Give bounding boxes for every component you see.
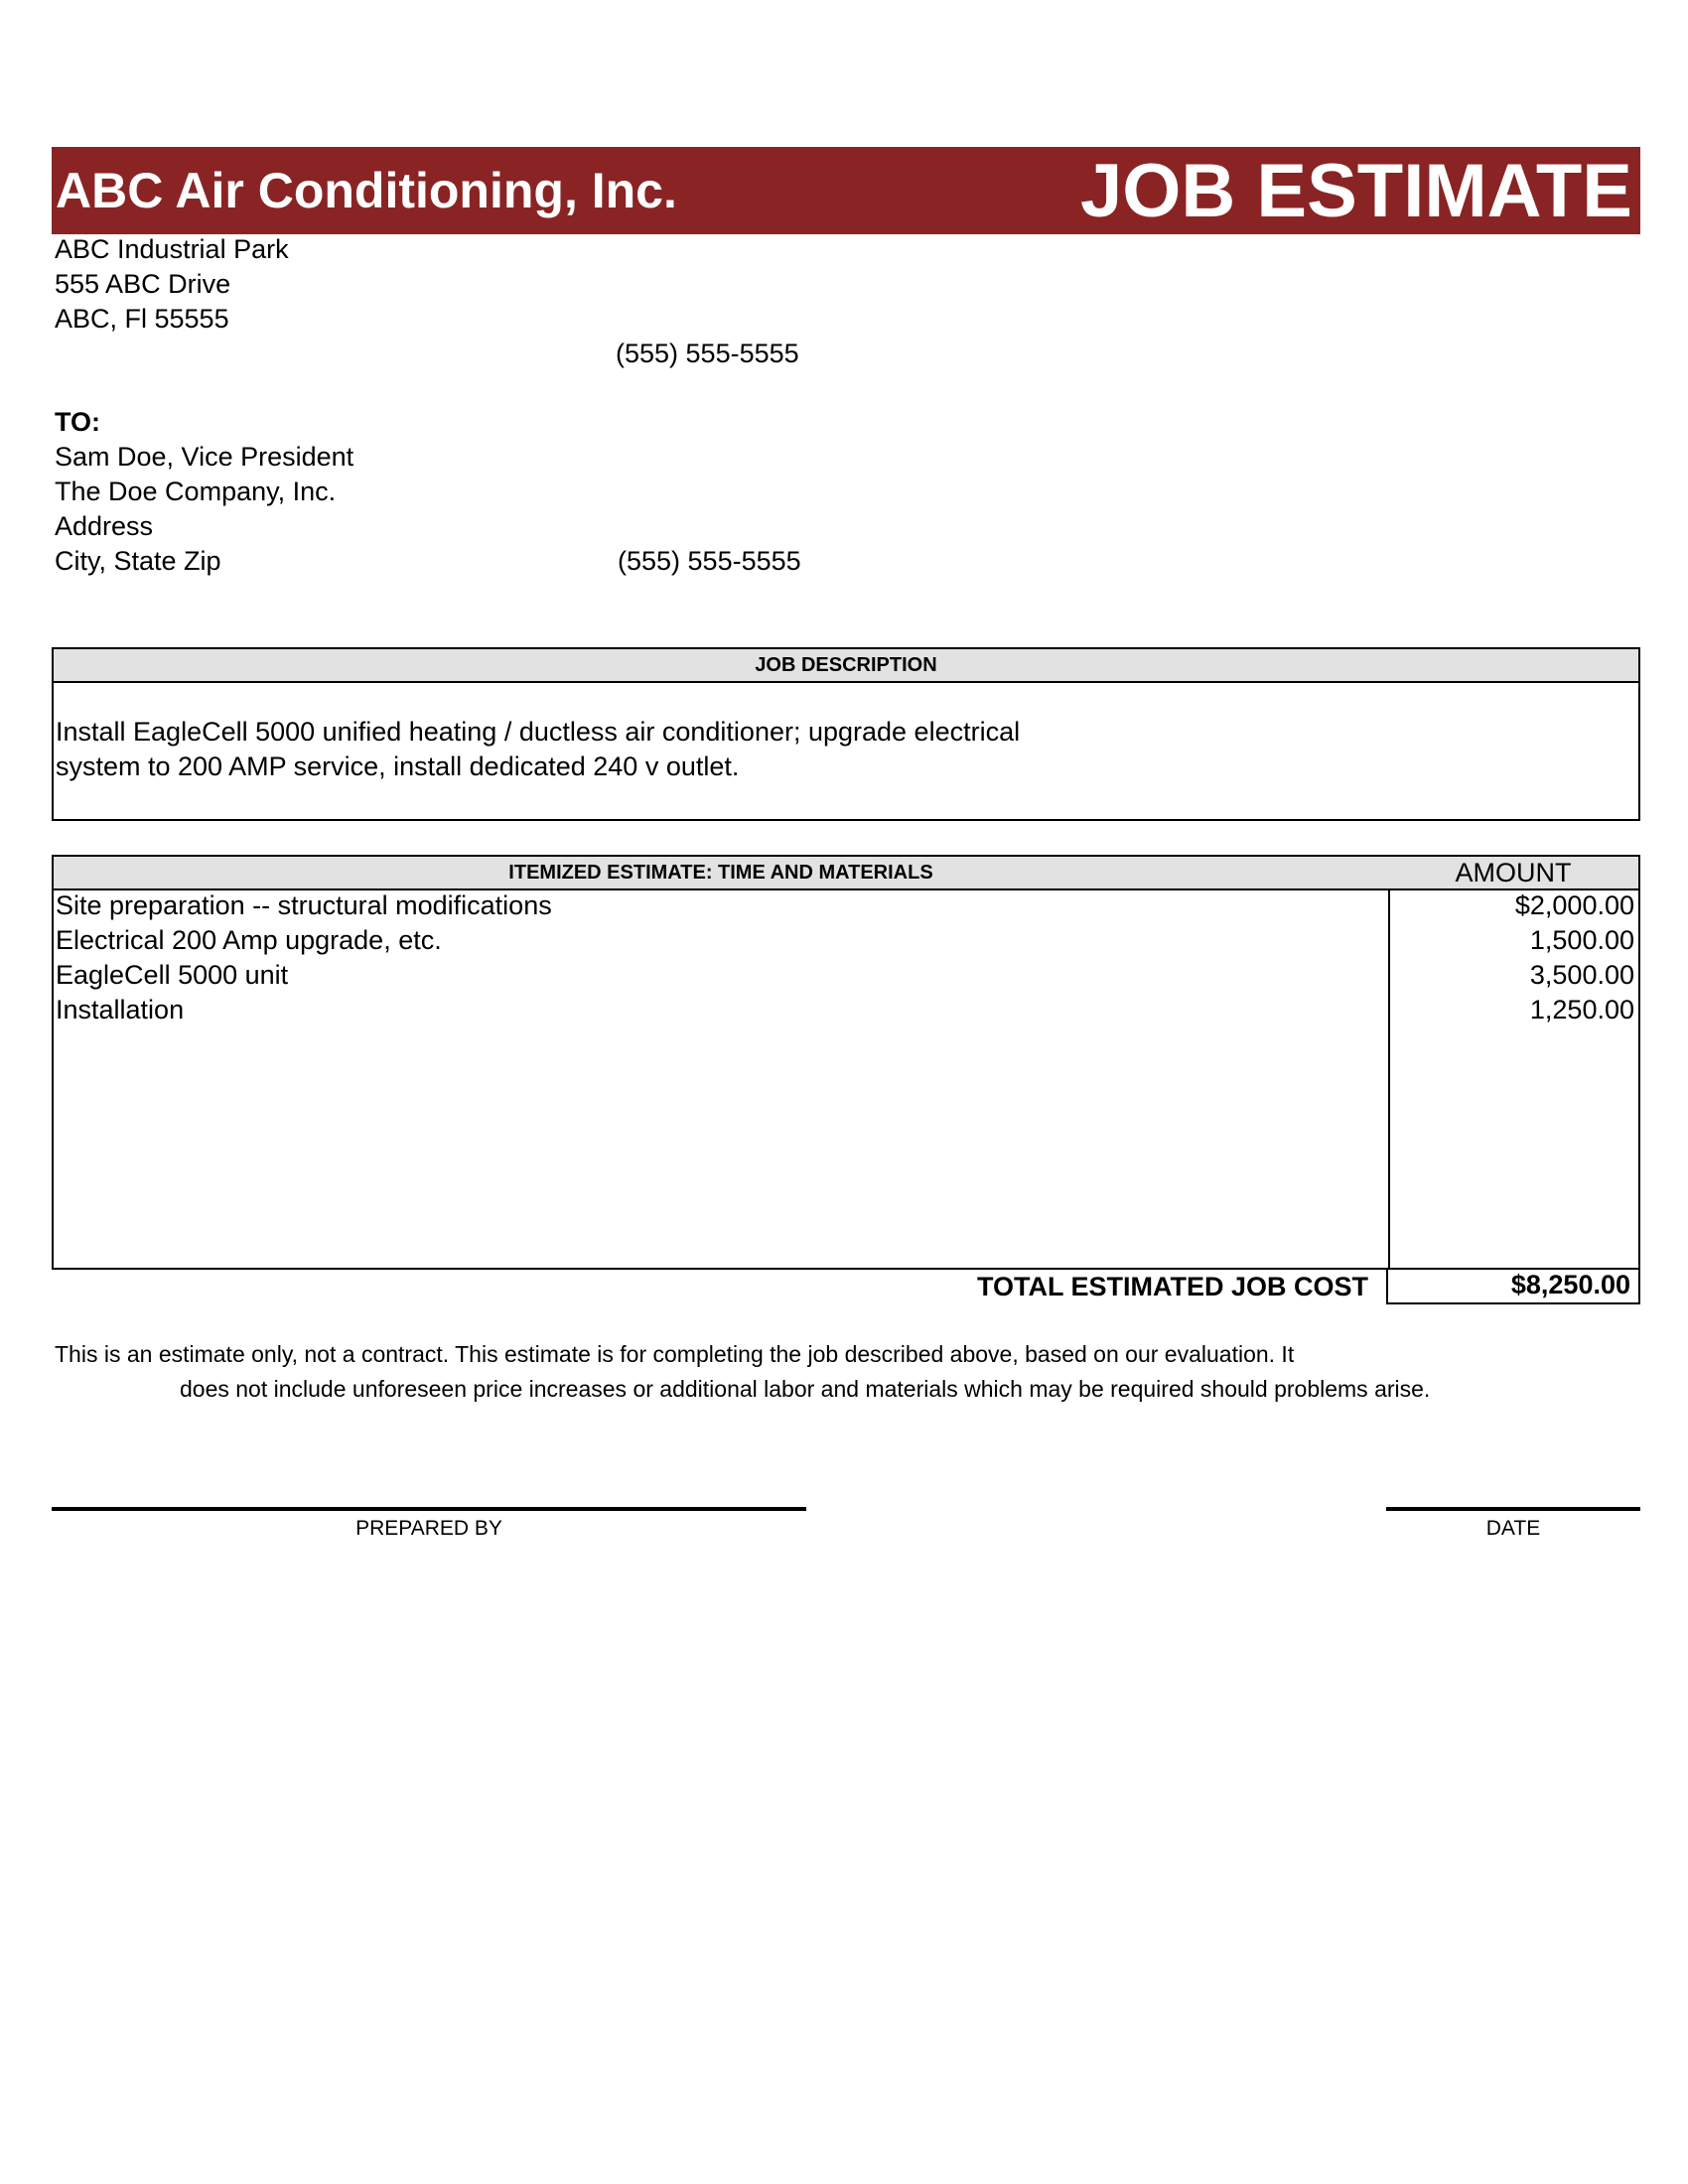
recipient-phone: (555) 555-5555	[618, 546, 801, 576]
disclaimer-line2: does not include unforeseen price increases or additional labor and materials which may be required should problems arise.	[180, 1376, 1431, 1402]
job-description-header: JOB DESCRIPTION	[54, 649, 1638, 683]
item-description: EagleCell 5000 unit	[56, 960, 289, 990]
total-value: $8,250.00	[1510, 1270, 1630, 1299]
company-address-line2: 555 ABC Drive	[55, 269, 231, 299]
recipient-name: Sam Doe, Vice President	[55, 442, 354, 472]
item-description: Installation	[56, 995, 185, 1024]
job-description-line1: Install EagleCell 5000 unified heating / ductless air conditioner; upgrade electrical	[56, 717, 1021, 747]
company-name: ABC Air Conditioning, Inc.	[56, 163, 677, 218]
job-description-line2: system to 200 AMP service, install dedicated 240 v outlet.	[56, 751, 740, 781]
company-address-line1: ABC Industrial Park	[55, 234, 289, 264]
item-amount: 1,250.00	[1529, 995, 1634, 1024]
amount-header: AMOUNT	[1455, 858, 1572, 887]
recipient-label: TO:	[55, 407, 100, 437]
table-row	[56, 888, 1634, 923]
itemized-estimate-header-row	[54, 857, 1638, 890]
recipient-city-state-zip: City, State Zip	[55, 546, 221, 576]
item-amount: $2,000.00	[1514, 890, 1634, 920]
recipient-company: The Doe Company, Inc.	[55, 477, 337, 506]
item-amount: 1,500.00	[1529, 925, 1634, 955]
itemized-estimate-box	[52, 855, 1640, 1270]
itemized-estimate-header: ITEMIZED ESTIMATE: TIME AND MATERIALS	[508, 862, 933, 884]
document-title: JOB ESTIMATE	[1080, 149, 1632, 233]
company-address-line3: ABC, Fl 55555	[55, 304, 229, 334]
table-row	[56, 993, 1634, 1027]
recipient-address: Address	[55, 511, 154, 541]
total-label: TOTAL ESTIMATED JOB COST	[976, 1272, 1368, 1301]
item-description: Site preparation -- structural modifications	[56, 890, 552, 920]
item-description: Electrical 200 Amp upgrade, etc.	[56, 925, 442, 955]
total-box	[1386, 1268, 1640, 1304]
table-row	[56, 958, 1634, 993]
disclaimer-line1: This is an estimate only, not a contract. This estimate is for completing the job described above, based on our evaluation. It	[55, 1341, 1295, 1367]
table-row	[56, 923, 1634, 958]
job-description-box	[52, 647, 1640, 821]
date-signature-line	[1386, 1507, 1640, 1511]
prepared-by-label: PREPARED BY	[355, 1517, 502, 1540]
job-description-text	[56, 715, 1148, 784]
company-phone: (555) 555-5555	[616, 339, 799, 368]
date-label: DATE	[1485, 1517, 1541, 1540]
prepared-by-signature-line	[52, 1507, 806, 1511]
item-amount: 3,500.00	[1529, 960, 1634, 990]
